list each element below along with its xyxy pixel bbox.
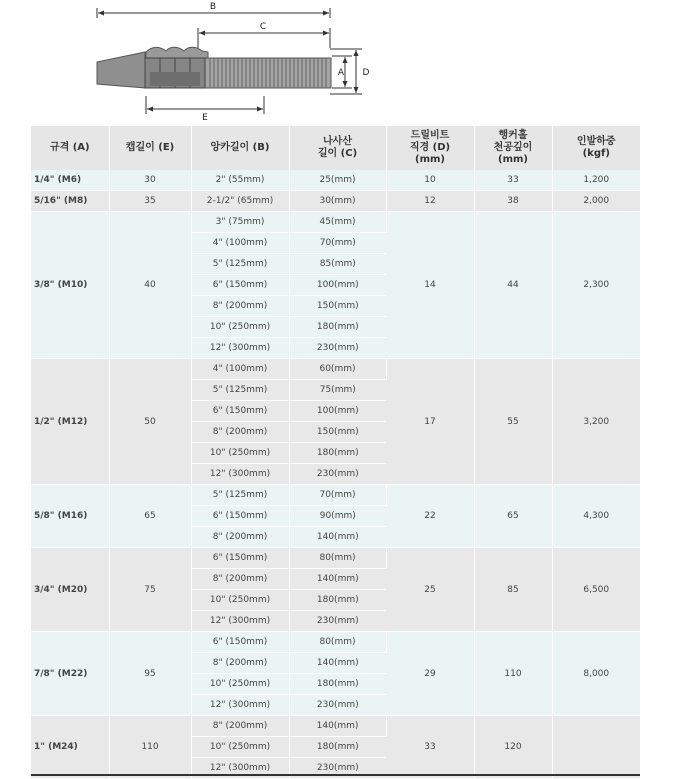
anchor-length-cell: 5" (125mm) [191, 380, 289, 401]
label-a: A [337, 68, 345, 78]
pullout-load-cell: 2,300 [552, 212, 640, 359]
anchor-length-cell: 8" (200mm) [191, 569, 289, 590]
header-cell: 규격 (A) [31, 126, 109, 170]
header-cell: 행커홀 천공깊이 (mm) [474, 126, 552, 170]
label-c: C [259, 22, 267, 32]
pullout-load-cell [552, 716, 640, 779]
hole-depth-cell: 85 [474, 548, 552, 632]
anchor-bolt-drawing [97, 47, 331, 88]
anchor-length-cell: 8" (200mm) [191, 716, 289, 737]
anchor-length-cell: 6" (150mm) [191, 506, 289, 527]
anchor-length-cell: 12" (300mm) [191, 338, 289, 359]
spec-cell: 3/8" (M10) [31, 212, 109, 359]
pullout-load-cell: 8,000 [552, 632, 640, 716]
cap-length-cell: 40 [109, 212, 191, 359]
anchor-length-cell: 10" (250mm) [191, 317, 289, 338]
hole-depth-cell: 33 [474, 170, 552, 191]
thread-length-cell: 80(mm) [289, 548, 386, 569]
spec-cell: 5/8" (M16) [31, 485, 109, 548]
spec-cell: 1/2" (M12) [31, 359, 109, 485]
cap-length-cell: 95 [109, 632, 191, 716]
thread-length-cell: 180(mm) [289, 443, 386, 464]
cap-length-cell: 50 [109, 359, 191, 485]
hole-depth-cell: 110 [474, 632, 552, 716]
header-cell: 나사산 길이 (C) [289, 126, 386, 170]
thread-length-cell: 140(mm) [289, 653, 386, 674]
drill-diameter-cell: 33 [386, 716, 474, 779]
table-row [31, 548, 640, 569]
thread-length-cell: 100(mm) [289, 401, 386, 422]
anchor-diagram [0, 0, 697, 125]
anchor-length-cell: 6" (150mm) [191, 275, 289, 296]
table-row [31, 485, 640, 506]
anchor-length-cell: 5" (125mm) [191, 485, 289, 506]
spec-cell: 5/16" (M8) [31, 191, 109, 212]
pullout-load-cell: 3,200 [552, 359, 640, 485]
header-row [31, 126, 640, 170]
thread-length-cell: 150(mm) [289, 422, 386, 443]
spec-cell: 1" (M24) [31, 716, 109, 779]
thread-length-cell: 230(mm) [289, 464, 386, 485]
drill-diameter-cell: 12 [386, 191, 474, 212]
table-row [31, 632, 640, 653]
anchor-length-cell: 12" (300mm) [191, 611, 289, 632]
table-row [31, 191, 640, 212]
thread-length-cell: 85(mm) [289, 254, 386, 275]
label-d: D [362, 68, 370, 78]
hole-depth-cell: 55 [474, 359, 552, 485]
anchor-length-cell: 12" (300mm) [191, 695, 289, 716]
drill-diameter-cell: 17 [386, 359, 474, 485]
cap-length-cell: 65 [109, 485, 191, 548]
label-e: E [202, 113, 208, 123]
thread-length-cell: 30(mm) [289, 191, 386, 212]
anchor-length-cell: 6" (150mm) [191, 632, 289, 653]
table-row [31, 170, 640, 191]
thread-length-cell: 230(mm) [289, 758, 386, 779]
thread-length-cell: 140(mm) [289, 569, 386, 590]
bolt-cone [97, 52, 145, 88]
spec-cell: 1/4" (M6) [31, 170, 109, 191]
thread-length-cell: 70(mm) [289, 485, 386, 506]
header-cell: 인발하중 (kgf) [552, 126, 640, 170]
anchor-length-cell: 6" (150mm) [191, 401, 289, 422]
spec-cell: 3/4" (M20) [31, 548, 109, 632]
pullout-load-cell: 4,300 [552, 485, 640, 548]
hole-depth-cell: 65 [474, 485, 552, 548]
header-cell: 드릴비트 직경 (D) (mm) [386, 126, 474, 170]
anchor-length-cell: 10" (250mm) [191, 674, 289, 695]
anchor-length-cell: 10" (250mm) [191, 443, 289, 464]
thread-length-cell: 45(mm) [289, 212, 386, 233]
thread-length-cell: 180(mm) [289, 674, 386, 695]
spec-table [31, 126, 640, 779]
anchor-length-cell: 8" (200mm) [191, 653, 289, 674]
hole-depth-cell: 44 [474, 212, 552, 359]
header-cell: 캡길이 (E) [109, 126, 191, 170]
pullout-load-cell: 2,000 [552, 191, 640, 212]
header-cell: 앙카길이 (B) [191, 126, 289, 170]
thread-length-cell: 180(mm) [289, 737, 386, 758]
anchor-length-cell: 10" (250mm) [191, 737, 289, 758]
anchor-length-cell: 8" (200mm) [191, 422, 289, 443]
thread-length-cell: 60(mm) [289, 359, 386, 380]
pullout-load-cell: 1,200 [552, 170, 640, 191]
thread-length-cell: 140(mm) [289, 527, 386, 548]
cap-length-cell: 35 [109, 191, 191, 212]
thread-length-cell: 100(mm) [289, 275, 386, 296]
anchor-length-cell: 10" (250mm) [191, 590, 289, 611]
anchor-length-cell: 5" (125mm) [191, 254, 289, 275]
drill-diameter-cell: 10 [386, 170, 474, 191]
cap-length-cell: 110 [109, 716, 191, 779]
hole-depth-cell: 120 [474, 716, 552, 779]
anchor-length-cell: 8" (200mm) [191, 527, 289, 548]
thread-length-cell: 25(mm) [289, 170, 386, 191]
thread-length-cell: 230(mm) [289, 338, 386, 359]
anchor-length-cell: 2" (55mm) [191, 170, 289, 191]
hole-depth-cell: 38 [474, 191, 552, 212]
thread-length-cell: 90(mm) [289, 506, 386, 527]
thread-length-cell: 80(mm) [289, 632, 386, 653]
thread-length-cell: 150(mm) [289, 296, 386, 317]
pullout-load-cell: 6,500 [552, 548, 640, 632]
anchor-length-cell: 12" (300mm) [191, 464, 289, 485]
drill-diameter-cell: 25 [386, 548, 474, 632]
anchor-length-cell: 3" (75mm) [191, 212, 289, 233]
thread-length-cell: 230(mm) [289, 611, 386, 632]
anchor-length-cell: 12" (300mm) [191, 758, 289, 779]
thread-length-cell: 230(mm) [289, 695, 386, 716]
table-row [31, 212, 640, 233]
thread-length-cell: 70(mm) [289, 233, 386, 254]
thread-length-cell: 180(mm) [289, 590, 386, 611]
drill-diameter-cell: 14 [386, 212, 474, 359]
table-row [31, 716, 640, 737]
anchor-length-cell: 6" (150mm) [191, 548, 289, 569]
bolt-collar [146, 47, 208, 58]
anchor-length-cell: 4" (100mm) [191, 233, 289, 254]
cap-length-cell: 30 [109, 170, 191, 191]
thread-length-cell: 140(mm) [289, 716, 386, 737]
drill-diameter-cell: 29 [386, 632, 474, 716]
spec-table-body [31, 170, 640, 779]
anchor-length-cell: 8" (200mm) [191, 296, 289, 317]
anchor-length-cell: 4" (100mm) [191, 359, 289, 380]
table-row [31, 359, 640, 380]
spec-cell: 7/8" (M22) [31, 632, 109, 716]
drill-diameter-cell: 22 [386, 485, 474, 548]
label-b: B [209, 2, 217, 12]
thread-length-cell: 75(mm) [289, 380, 386, 401]
anchor-length-cell: 2-1/2" (65mm) [191, 191, 289, 212]
thread-length-cell: 180(mm) [289, 317, 386, 338]
bottom-rule [31, 774, 640, 776]
cap-length-cell: 75 [109, 548, 191, 632]
